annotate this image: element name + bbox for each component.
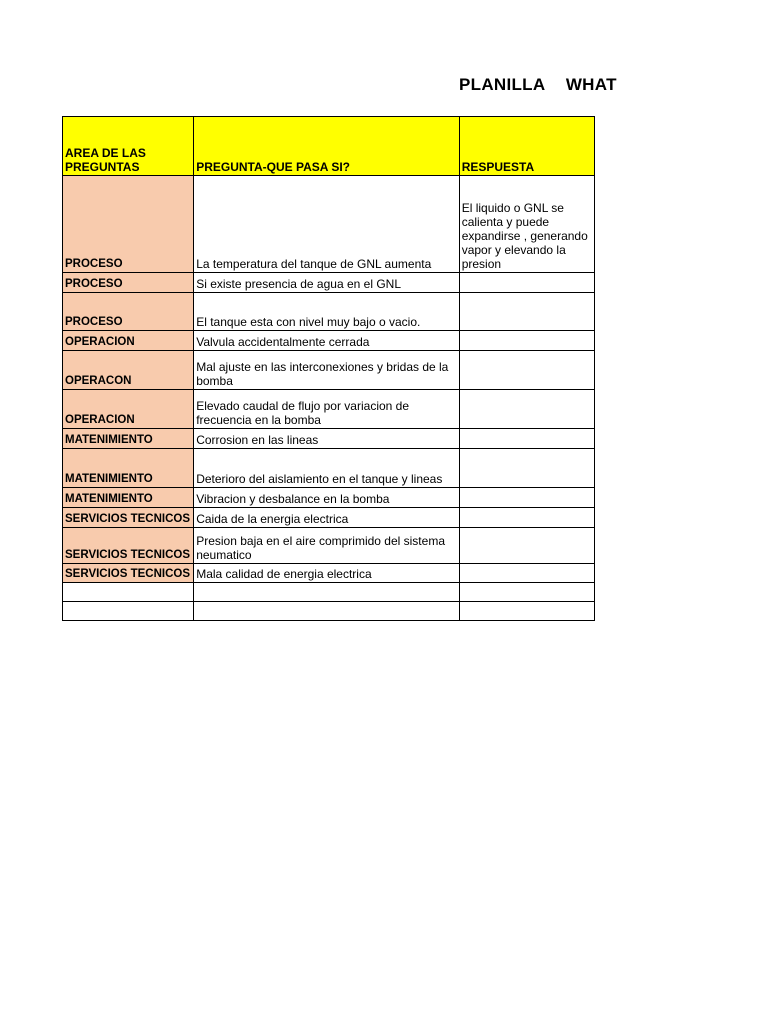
area-cell[interactable]: PROCESO	[63, 176, 194, 273]
question-cell[interactable]	[194, 602, 459, 621]
answer-cell[interactable]	[459, 508, 594, 528]
question-cell[interactable]: Corrosion en las lineas	[194, 429, 459, 449]
header-answer[interactable]: RESPUESTA	[459, 117, 594, 176]
answer-cell[interactable]	[459, 429, 594, 449]
whatif-table	[62, 116, 595, 621]
table-row	[63, 429, 595, 449]
answer-cell[interactable]	[459, 331, 594, 351]
question-cell[interactable]: Caida de la energia electrica	[194, 508, 459, 528]
answer-cell[interactable]	[459, 564, 594, 583]
question-cell[interactable]: Presion baja en el aire comprimido del sistema neumatico	[194, 528, 459, 564]
table-row	[63, 331, 595, 351]
question-cell[interactable]: Deterioro del aislamiento en el tanque y lineas	[194, 449, 459, 488]
question-cell[interactable]	[194, 583, 459, 602]
answer-cell[interactable]: El liquido o GNL se calienta y puede expandirse , generando vapor y elevando la presion	[459, 176, 594, 273]
table-row	[63, 528, 595, 564]
table-row	[63, 564, 595, 583]
page-title: PLANILLA WHAT	[459, 75, 617, 94]
answer-cell[interactable]	[459, 583, 594, 602]
area-cell[interactable]: SERVICIOS TECNICOS	[63, 528, 194, 564]
answer-cell[interactable]	[459, 351, 594, 390]
area-cell[interactable]: MATENIMIENTO	[63, 449, 194, 488]
table-row	[63, 508, 595, 528]
answer-cell[interactable]	[459, 390, 594, 429]
answer-cell[interactable]	[459, 488, 594, 508]
question-cell[interactable]: La temperatura del tanque de GNL aumenta	[194, 176, 459, 273]
answer-cell[interactable]	[459, 449, 594, 488]
area-cell[interactable]: OPERACON	[63, 351, 194, 390]
answer-cell[interactable]	[459, 528, 594, 564]
table-row	[63, 602, 595, 621]
question-cell[interactable]: El tanque esta con nivel muy bajo o vacio.	[194, 293, 459, 331]
question-cell[interactable]: Si existe presencia de agua en el GNL	[194, 273, 459, 293]
header-row	[63, 117, 595, 176]
area-cell[interactable]	[63, 583, 194, 602]
table-row	[63, 390, 595, 429]
table-row	[63, 176, 595, 273]
area-cell[interactable]: OPERACION	[63, 390, 194, 429]
area-cell[interactable]: SERVICIOS TECNICOS	[63, 564, 194, 583]
table-row	[63, 583, 595, 602]
title-container	[440, 72, 617, 100]
table-row	[63, 293, 595, 331]
area-cell[interactable]: MATENIMIENTO	[63, 429, 194, 449]
question-cell[interactable]: Mala calidad de energia electrica	[194, 564, 459, 583]
question-cell[interactable]: Mal ajuste en las interconexiones y bridas de la bomba	[194, 351, 459, 390]
area-cell[interactable]: PROCESO	[63, 273, 194, 293]
header-question[interactable]: PREGUNTA-QUE PASA SI?	[194, 117, 459, 176]
area-cell[interactable]: MATENIMIENTO	[63, 488, 194, 508]
answer-cell[interactable]	[459, 602, 594, 621]
area-cell[interactable]	[63, 602, 194, 621]
table-row	[63, 351, 595, 390]
area-cell[interactable]: SERVICIOS TECNICOS	[63, 508, 194, 528]
table-row	[63, 449, 595, 488]
question-cell[interactable]: Vibracion y desbalance en la bomba	[194, 488, 459, 508]
answer-cell[interactable]	[459, 293, 594, 331]
question-cell[interactable]: Elevado caudal de flujo por variacion de frecuencia en la bomba	[194, 390, 459, 429]
table-row	[63, 273, 595, 293]
question-cell[interactable]: Valvula accidentalmente cerrada	[194, 331, 459, 351]
table-row	[63, 488, 595, 508]
header-area[interactable]: AREA DE LAS PREGUNTAS	[63, 117, 194, 176]
area-cell[interactable]: OPERACION	[63, 331, 194, 351]
answer-cell[interactable]	[459, 273, 594, 293]
area-cell[interactable]: PROCESO	[63, 293, 194, 331]
